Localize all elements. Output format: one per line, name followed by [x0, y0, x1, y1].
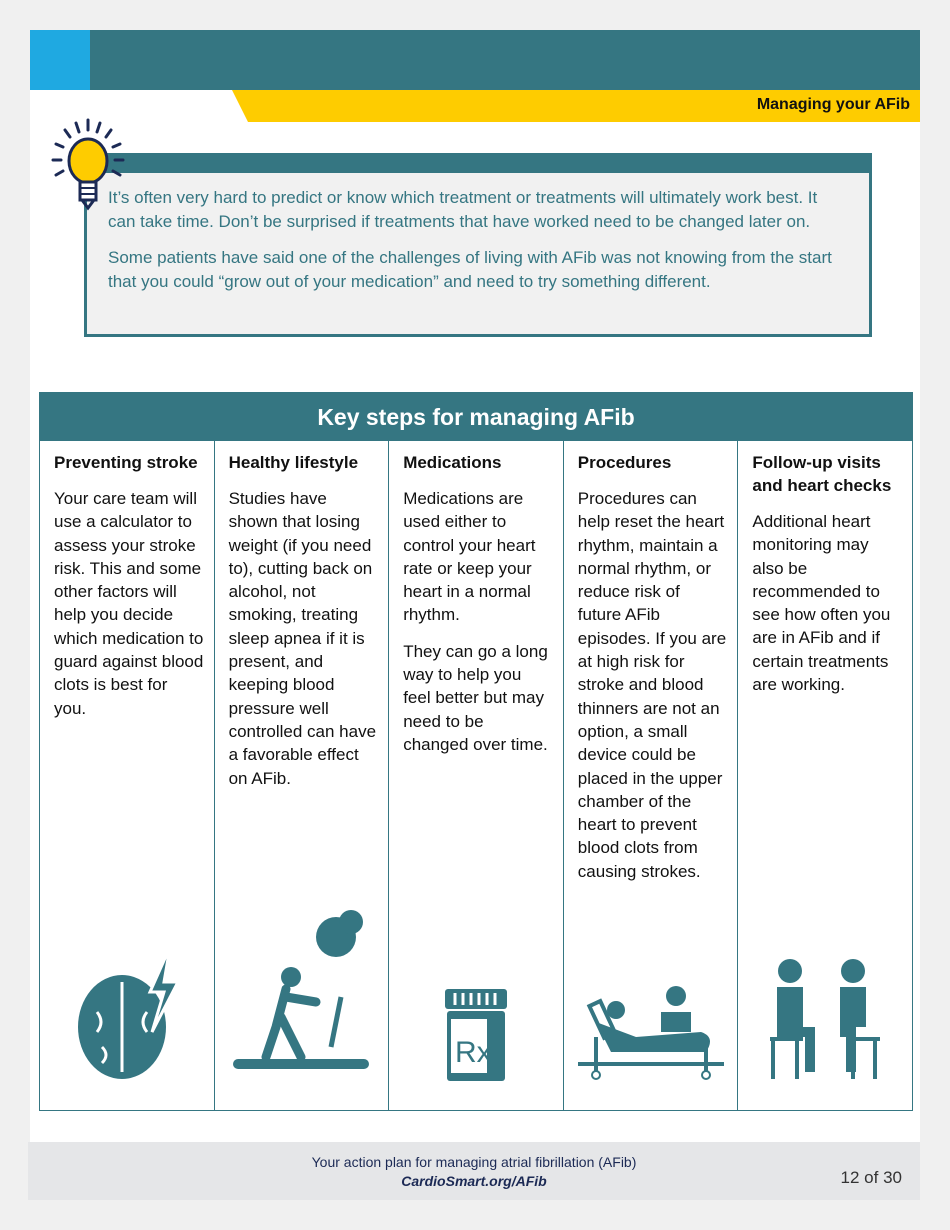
page-footer	[28, 1142, 920, 1200]
top-banner	[30, 30, 920, 90]
step-heading: Preventing stroke	[54, 453, 198, 472]
step-text: Procedures can help reset the heart rhythm, maintain a normal rhythm, or reduce risk of future AFib episodes. If you are at high risk for stroke and blood thinners are not an option, a small device could be placed in the upper chamber of the heart to prevent blood clots from causing strokes.	[577, 489, 727, 881]
hospital-bed-icon	[576, 982, 726, 1082]
footer-title: Your action plan for managing atrial fibrillation (AFib)	[311, 1154, 637, 1170]
step-heading: Medications	[403, 453, 502, 472]
step-heading: Follow-up visits and heart checks	[752, 453, 892, 495]
key-steps-title: Key steps for managing AFib	[40, 393, 912, 441]
key-steps-table	[39, 392, 913, 1111]
section-label: Managing your AFib	[756, 96, 910, 113]
step-column-preventing-stroke	[40, 441, 215, 1110]
pill-bottle-icon	[443, 987, 509, 1082]
step-heading: Procedures	[577, 453, 672, 472]
banner-accent	[30, 30, 90, 90]
treadmill-icon	[231, 907, 371, 1082]
step-text: They can go a long way to help you feel better but may need to be changed over time.	[403, 641, 548, 754]
step-heading: Healthy lifestyle	[228, 453, 359, 472]
step-text: Your care team will use a calculator to assess your stroke risk. This and some other factors will help you decide which medication to guard against blood clots is best for you.	[54, 489, 204, 718]
people-seated-icon	[765, 957, 885, 1082]
step-column-medications	[389, 441, 564, 1110]
step-text: Medications are used either to control your heart rate or keep your heart in a normal rhythm.	[403, 489, 536, 625]
svg-text:Rx: Rx	[454, 1036, 492, 1069]
lightbulb-icon	[48, 118, 128, 228]
brain-icon	[72, 942, 182, 1082]
tip-paragraph: Some patients have said one of the challenges of living with AFib was not knowing from the start that you could “grow out of your medication” and need to try something different.	[108, 248, 832, 291]
step-text: Studies have shown that losing weight (if you need to), cutting back on alcohol, not smoking, treating sleep apnea if it is present, and keeping blood pressure well controlled can have a favorable effect on AFib.	[228, 489, 377, 788]
page	[30, 30, 920, 1142]
step-column-procedures	[564, 441, 739, 1110]
page-number: 12 of 30	[840, 1168, 902, 1187]
step-column-follow-up	[738, 441, 912, 1110]
step-text: Additional heart monitoring may also be recommended to see how often you are in AFib and if certain treatments are working.	[752, 512, 891, 695]
tip-box	[84, 153, 872, 337]
footer-link[interactable]: CardioSmart.org/AFib	[401, 1173, 547, 1189]
tip-paragraph: It’s often very hard to predict or know which treatment or treatments will ultimately work best. It can take time. Don’t be surprised if treatments that have worked need to be changed later on.	[108, 188, 818, 231]
step-column-healthy-lifestyle	[215, 441, 390, 1110]
